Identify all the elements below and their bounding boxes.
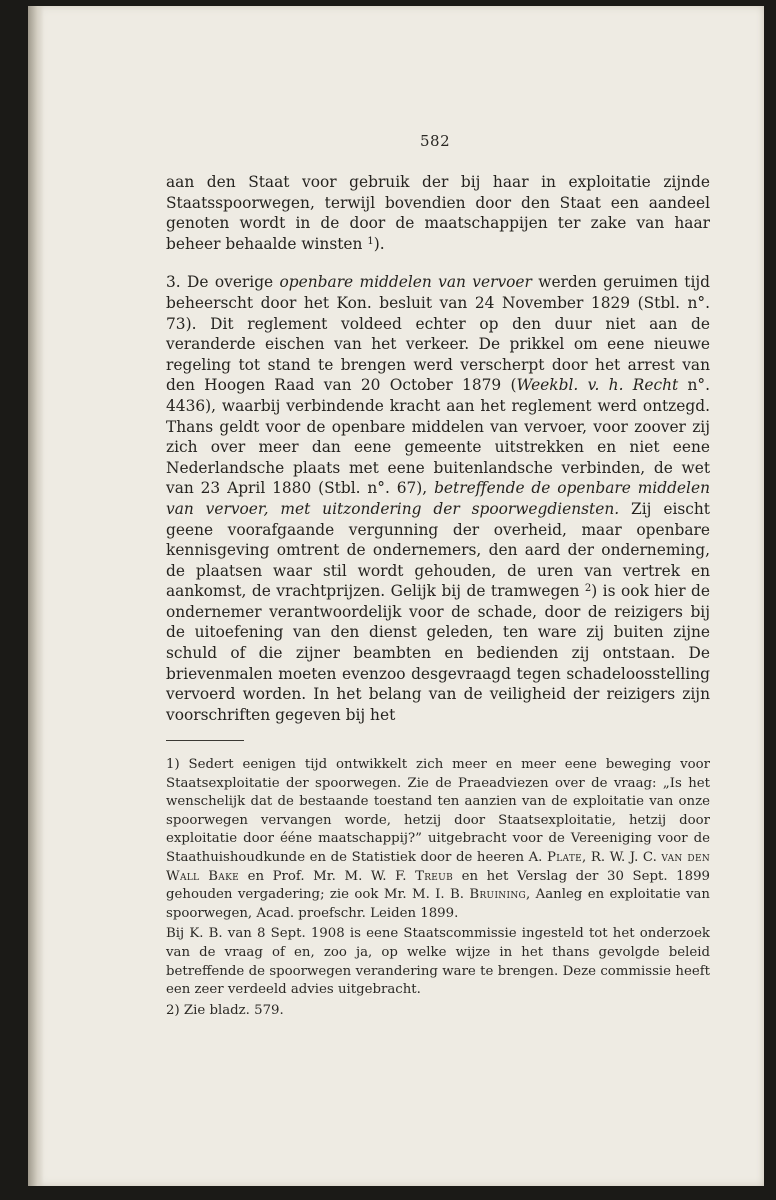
scan-edge-bottom (0, 1186, 776, 1200)
footnote-ref-1: 1 (367, 235, 374, 247)
footnote-2: 2) Zie bladz. 579. (166, 1002, 284, 1018)
footnote-divider (166, 740, 244, 741)
footnotes (166, 756, 710, 1020)
scan-edge-right (764, 0, 776, 1200)
paragraph-1: aan den Staat voor gebruik der bij haar in exploitatie zijnde Staatsspoorwegen, terwijl bovendien door den Staat een aandeel genoten wordt in de door de maatschappijen ter zake van haar beheer behaalde winsten $^1$). (166, 173, 710, 253)
footnote-1-continued: Bij K. B. van 8 Sept. 1908 is eene Staatscommissie ingesteld tot het onderzoek van de vraag of en, zoo ja, op welke wijze in het thans gevolgde beleid betreffende de spoorwegen verandering ware te brengen. Deze commissie heeft een zeer verdeeld advies uitgebracht. (166, 926, 710, 998)
binding-gutter (28, 6, 44, 1186)
footnote-ref-2: 2 (584, 583, 592, 595)
footnote-1: 1) Sedert eenigen tijd ontwikkelt zich meer en meer eene beweging voor Staatsexploitatie der spoorwegen. Zie de Praeadviezen over de vraag: „Is het wenschelijk dat de bestaande toestand ten aanzien van de exploitatie van onze spoorwegen vervangen worde, hetzij door Staatsexploitatie, hetzij door exploitatie door ééne maatschappij?” uitgebracht voor de Vereeniging voor de Staathuishoudkunde en de Statistiek door de heeren A. Plate, R. W. J. C. van den Wall Bake en Prof. Mr. M. W. F. Treub en het Verslag der 30 Sept. 1899 gehouden vergadering; zie ook Mr. M. I. B. Bruining, Aanleg en exploitatie van spoorwegen, Acad. proefschr. Leiden 1899. (166, 757, 710, 921)
main-text (166, 172, 710, 725)
page-number: 582 (420, 132, 451, 150)
paragraph-2: 3. De overige openbare middelen van vervoer werden geruimen tijd beheerscht door het Kon. besluit van 24 November 1829 (Stbl. n°. 73). Dit reglement voldeed echter op den duur niet aan de veranderde eischen van het verkeer. De prikkel om eene nieuwe regeling tot stand te brengen werd verscherpt door het arrest van den Hoogen Raad van 20 October 1879 (Weekbl. v. h. Recht n°. 4436), waarbij verbindende kracht aan het reglement werd ontzegd. Thans geldt voor de openbare middelen van vervoer, voor zoover zij zich over meer dan eene gemeente uitstrekken en niet eene Nederlandsche plaats met eene buitenlandsche verbinden, de wet van 23 April 1880 (Stbl. n°. 67), betreffende de openbare middelen van vervoer, met uitzondering der spoorwegdiensten. Zij eischt geene voorafgaande vergunning der overheid, maar openbare kennisgeving omtrent de ondernemers, den aard der onderneming, de plaatsen waar stil wordt gehouden, de uren van vertrek en aankomst, de vrachtprijzen. Gelijk bij de tramwegen $^2$) is ook hier de ondernemer verantwoordelijk voor de schade, door de reizigers bij de uitoefening van den dienst geleden, ten ware zij buiten zijne schuld of die zijner beambten en bedienden zij ontstaan. De brievenmalen moeten evenzoo desgevraagd tegen schadeloosstelling vervoerd worden. In het belang van de veiligheid der reizigers zijn voorschriften gegeven bij het (166, 273, 711, 724)
